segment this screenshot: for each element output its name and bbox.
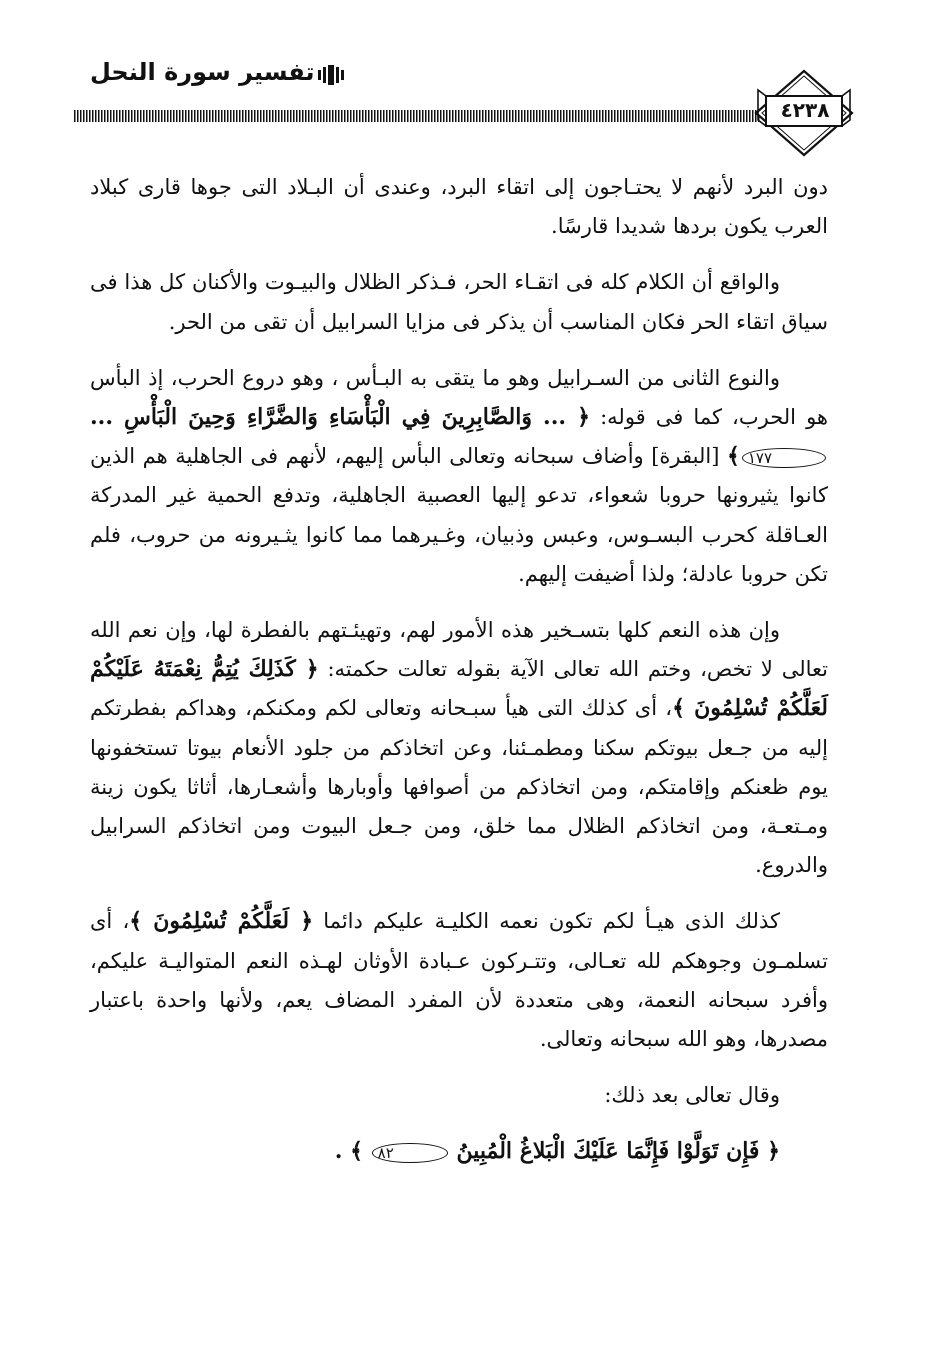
final-verse-line xyxy=(90,1132,828,1171)
quran-verse-nahl-82: ﴿ فَإِن تَوَلَّوْا فَإِنَّمَا عَلَيْكَ الْبَلاغُ الْمُبِينُ xyxy=(456,1138,780,1165)
paragraph-5 xyxy=(90,902,828,1059)
paragraph-3-text-b: وأضاف سبحانه وتعالى البأس إليهم، لأنهم فى الجاهلية هم الذين كانوا يثيرونها حروبا شعواء، تدعو إليها العصبية الجاهلية، وتدفع الحمية غير المدركة العـاقلة كحرب البسـوس، وعبس وذبيان، وغـيرهما مما كانوا يثـيرونه من حروب، فلم تكن حروبا عادلة؛ ولذا أضيفت إليهم. xyxy=(90,444,828,586)
paragraph-3 xyxy=(90,359,828,594)
quran-verse-nahl-81: ﴿ كَذَلِكَ يُتِمُّ نِعْمَتَهُ عَلَيْكُمْ لَعَلَّكُمْ تُسْلِمُونَ ﴾ xyxy=(90,656,828,722)
paragraph-5-text-a: كذلك الذى هيـأ لكم تكون نعمه الكليـة عليكم دائما xyxy=(323,909,780,934)
final-verse-close-bracket: ﴾ . xyxy=(334,1138,363,1165)
paragraph-2: والواقع أن الكلام كله فى اتقـاء الحر، فـذكر الظلال والبيـوت والأكنان كل هذا فى سياق اتقاء الحر فكان المناسب أن يذكر فى مزايا السرابيل أن تقى من الحر. xyxy=(90,270,828,334)
verse-number-badge: ١٧٧ xyxy=(742,448,826,468)
paragraph-6: وقال تعالى بعد ذلك: xyxy=(604,1083,780,1108)
paragraph-1: دون البرد لأنهم لا يحتـاجون إلى اتقاء البرد، وعندى أن البـلاد التى جوها قارى كبلاد العرب يكون بردها شديدا قارسًا. xyxy=(90,175,828,239)
page-number: ٤٢٣٨ xyxy=(780,98,830,122)
paragraph-5-text-b: ، أى تسلمـون وجوهكم لله تعـالى، وتتـركون عـبادة الأوثان لهـذه النعم المتواليـة عليكم، وأفرد سبحانه النعمة، وهى متعددة لأن المفرد المضاف يعم، ولأنها واحدة باعتبار مصدرها، وهو الله سبحانه وتعالى. xyxy=(90,909,828,1052)
quran-verse-fragment: ﴿ لَعَلَّكُمْ تُسْلِمُونَ ﴾ xyxy=(129,908,314,935)
paragraph-4-text-a: وإن هذه النعم كلها بتسـخير هذه الأمور لهم، وتهيئـتهم بالفطرة لها، وإن نعم الله تعالى لا تخص، وختم الله تعالى الآية بقوله تعالت حكمته: xyxy=(90,618,828,682)
header-rule xyxy=(74,110,760,122)
surah-reference: [البقرة] xyxy=(651,444,720,469)
page-header xyxy=(0,0,928,160)
verse-close-bracket: ﴾ xyxy=(726,443,740,470)
paragraph-4 xyxy=(90,611,828,885)
running-title: تفسير سورة النحل xyxy=(90,58,315,86)
paragraph-4-text-b: ، أى كذلك التى هيأ سبـحانه وتعالى لكم ومكنكم، وهداكم بفطرتكم إليه من جـعل بيوتكم سكنا ومطمـئنا، وعن اتخاذكم من جلود الأنعام بيوتا تستخفونها يوم ظعنكم وإقامتكم، ومن اتخاذكم من أصوافها وأوبارها وأشعـارها، أثاثا يكون زينة ومـتعـة، ومن اتخاذكم الظلال مما خلق، ومن جـعل البيوت ومن اتخاذكم السرابيل والدروع. xyxy=(90,696,828,878)
page-body xyxy=(90,168,828,1189)
quran-verse-baqarah: ﴿ ... وَالصَّابِرِينَ فِي الْبَأْسَاءِ وَالضَّرَّاءِ وَحِينَ الْبَأْسِ ... xyxy=(90,404,590,431)
final-verse-number-badge: ٨٢ xyxy=(372,1143,448,1163)
paragraph-3-text-a: والنوع الثانى من السـرابيل وهو ما يتقى به البـأس ، وهو دروع الحرب، إذ البأس هو الحرب، كما فى قوله: xyxy=(90,365,828,430)
ornament-icon xyxy=(316,64,346,86)
